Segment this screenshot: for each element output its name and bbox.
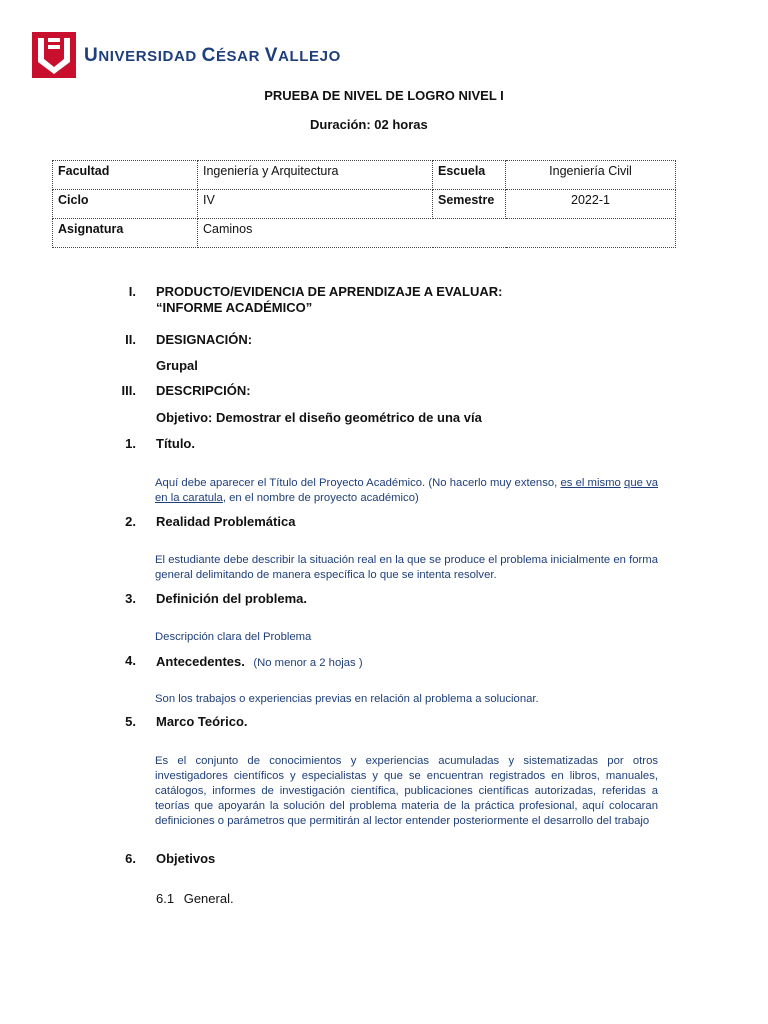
university-name: UNIVERSIDAD CÉSAR VALLEJO: [84, 45, 341, 66]
item-3-text: Descripción clara del Problema: [155, 631, 312, 643]
document-title: PRUEBA DE NIVEL DE LOGRO NIVEL I: [264, 88, 504, 103]
item-4-title: Antecedentes.: [156, 654, 245, 669]
escuela-label: Escuela: [433, 161, 506, 190]
objective-text: Objetivo: Demostrar el diseño geométrico de una vía: [156, 410, 482, 425]
item-1-text: Aquí debe aparecer el Título del Proyecto Académico. (No hacerlo muy extenso, es el mismo que va en la caratula, en el nombre de proyecto académico): [155, 477, 659, 504]
asignatura-label: Asignatura: [53, 219, 198, 248]
item-1-title: Título.: [156, 436, 195, 451]
section-2-title: DESIGNACIÓN:: [156, 332, 253, 347]
facultad-label: Facultad: [53, 161, 198, 190]
section-2-number: II.: [125, 332, 136, 347]
designation-value: Grupal: [156, 358, 198, 373]
table-row: [53, 219, 676, 248]
section-1-title: PRODUCTO/EVIDENCIA DE APRENDIZAJE A EVALUAR:: [156, 284, 503, 299]
item-2-text: El estudiante debe describir la situación real en la que se produce el problema inicialmente en forma general delimitando de manera específica lo que se intenta resolver.: [155, 554, 658, 581]
duration: Duración: 02 horas: [310, 117, 428, 132]
semestre-label: Semestre: [433, 190, 506, 219]
item-4-text: Son los trabajos o experiencias previas en relación al problema a solucionar.: [155, 693, 539, 705]
item-5-title: Marco Teórico.: [156, 714, 248, 729]
info-table: [52, 160, 676, 248]
semestre-value: 2022-1: [506, 190, 676, 219]
item-2-number: 2.: [125, 514, 136, 529]
table-row: [53, 161, 676, 190]
item-4-number: 4.: [125, 653, 136, 668]
item-3-title: Definición del problema.: [156, 591, 307, 606]
item-6-1-number: 6.1: [156, 891, 175, 906]
item-4-note: (No menor a 2 hojas ): [253, 657, 363, 669]
table-row: [53, 190, 676, 219]
university-logo-icon: [32, 32, 76, 78]
section-3-title: DESCRIPCIÓN:: [156, 383, 251, 398]
section-3-number: III.: [121, 383, 136, 398]
facultad-value: Ingeniería y Arquitectura: [198, 161, 433, 190]
section-1-subtitle: “INFORME ACADÉMICO”: [156, 300, 313, 315]
section-1-number: I.: [128, 284, 136, 299]
item-5-text: Es el conjunto de conocimientos y experiencias acumuladas y sistematizadas por otros investigadores científicos y especialistas y que se encuentran registrados en libros, manuales, catálogos, informes de investigación científica, publicaciones científicas autorizadas, referidas a teorías que apoyarán la solución del problema materia de la práctica profesional, aquí colocaran definiciones o parámetros que permitirán al lector entender posteriormente el desarrollo del trabajo: [155, 755, 658, 827]
ciclo-label: Ciclo: [53, 190, 198, 219]
item-6-number: 6.: [125, 851, 136, 866]
item-6-title: Objetivos: [156, 851, 216, 866]
asignatura-value: Caminos: [198, 219, 676, 248]
item-2-title: Realidad Problemática: [156, 514, 296, 529]
item-4-heading: [156, 653, 363, 671]
ciclo-value: IV: [198, 190, 433, 219]
item-6-1-heading: [156, 891, 234, 906]
item-6-1-title: General.: [183, 891, 234, 906]
escuela-value: Ingeniería Civil: [506, 161, 676, 190]
item-1-number: 1.: [125, 436, 136, 451]
item-3-number: 3.: [125, 591, 136, 606]
item-5-number: 5.: [125, 714, 136, 729]
